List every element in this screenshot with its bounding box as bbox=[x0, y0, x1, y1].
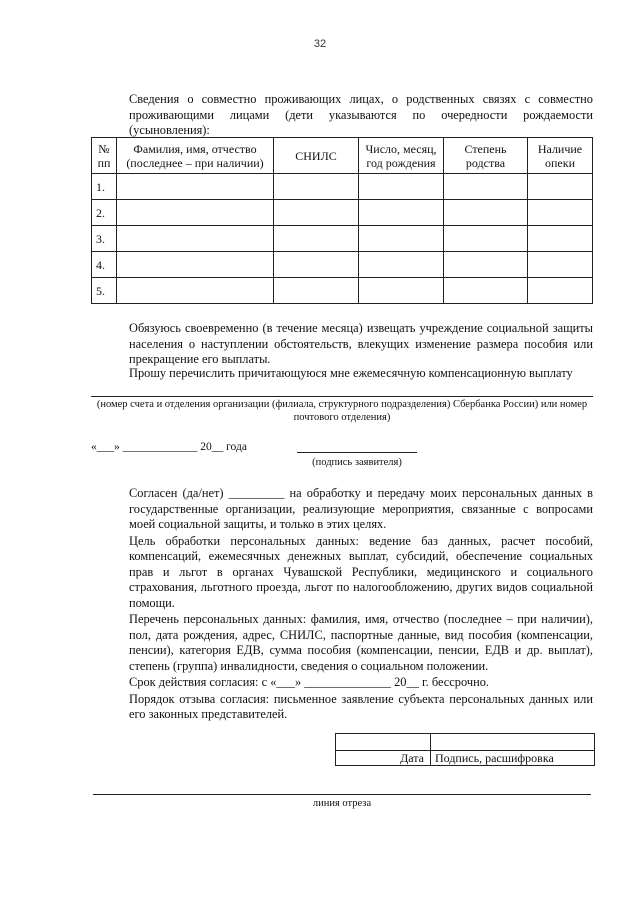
cut-line bbox=[93, 794, 591, 795]
consent-agree: Согласен (да/нет) _________ на обработку и передачу моих персональных данных в государственные организации, реализующие мероприятия, связанные с вопросами моей социальной защиты, и только в этих целях. bbox=[129, 486, 593, 531]
row-number: 5. bbox=[92, 278, 117, 304]
cell-snils[interactable] bbox=[274, 226, 359, 252]
consent-purpose: Цель обработки персональных данных: ведение баз данных, расчет пособий, компенсаций, ежемесячных денежных выплат, субсидий, обеспечение социальных прав и льгот в органах Чувашской Республики, медицинского и социального страхования, льготного проезда, льгот по налогообложению, других видов социальной помощи. bbox=[129, 533, 593, 610]
applicant-signature-hint: (подпись заявителя) bbox=[312, 457, 402, 468]
family-members-table bbox=[91, 137, 593, 304]
consent-term: Срок действия согласия: с «___» ______________ 20__ г. бессрочно. bbox=[129, 675, 490, 689]
cell-snils[interactable] bbox=[274, 200, 359, 226]
cell-full-name[interactable] bbox=[117, 226, 274, 252]
cell-relation[interactable] bbox=[444, 174, 528, 200]
row-number: 2. bbox=[92, 200, 117, 226]
cell-guardianship[interactable] bbox=[528, 200, 593, 226]
consent-revoke: Порядок отзыва согласия: письменное заявление субъекта персональных данных или его законных представителей. bbox=[129, 691, 593, 721]
cell-full-name[interactable] bbox=[117, 278, 274, 304]
header-full-name: Фамилия, имя, отчество (последнее – при наличии) bbox=[117, 138, 274, 174]
cell-guardianship[interactable] bbox=[528, 174, 593, 200]
header-snils: СНИЛС bbox=[274, 138, 359, 174]
cell-relation[interactable] bbox=[444, 200, 528, 226]
payment-request-paragraph: Прошу перечислить причитающуюся мне ежемесячную компенсационную выплату bbox=[129, 366, 573, 380]
cell-snils[interactable] bbox=[274, 174, 359, 200]
page-number: 32 bbox=[313, 38, 327, 50]
date-input-cell[interactable] bbox=[336, 734, 431, 751]
table-row bbox=[92, 278, 593, 304]
cell-full-name[interactable] bbox=[117, 200, 274, 226]
cell-birth-date[interactable] bbox=[359, 174, 444, 200]
cell-birth-date[interactable] bbox=[359, 278, 444, 304]
cell-guardianship[interactable] bbox=[528, 252, 593, 278]
table-header-row bbox=[92, 138, 593, 174]
header-number: № пп bbox=[92, 138, 117, 174]
cell-guardianship[interactable] bbox=[528, 226, 593, 252]
row-number: 4. bbox=[92, 252, 117, 278]
cell-birth-date[interactable] bbox=[359, 200, 444, 226]
table-row bbox=[92, 174, 593, 200]
applicant-signature-field[interactable] bbox=[297, 452, 417, 453]
intro-text bbox=[91, 92, 593, 139]
cell-birth-date[interactable] bbox=[359, 252, 444, 278]
table-row bbox=[92, 252, 593, 278]
cut-line-label: линия отреза bbox=[312, 798, 372, 809]
obligation-paragraph: Обязуюсь своевременно (в течение месяца) извещать учреждение социальной защиты населения о наступлении обстоятельств, влекущих изменение размера пособия или прекращение его выплаты. bbox=[129, 321, 593, 366]
consent-data-list: Перечень персональных данных: фамилия, имя, отчество (последнее – при наличии), пол, дата рождения, адрес, СНИЛС, паспортные данные, вид пособия (компенсации, пенсии), категория ЕДВ, сумма пособия (компенсации, пенсии, ЕДВ и др. выплат), степень (группа) инвалидности, сведения о социальном положении. bbox=[129, 612, 593, 673]
obligation-text bbox=[91, 321, 593, 368]
header-relation: Степень родства bbox=[444, 138, 528, 174]
table-row bbox=[92, 226, 593, 252]
cell-full-name[interactable] bbox=[117, 174, 274, 200]
signature-input-cell[interactable] bbox=[431, 734, 595, 751]
cell-relation[interactable] bbox=[444, 278, 528, 304]
consent-section bbox=[91, 486, 593, 723]
cell-snils[interactable] bbox=[274, 252, 359, 278]
cell-birth-date[interactable] bbox=[359, 226, 444, 252]
account-number-field[interactable] bbox=[91, 396, 593, 397]
date-label: Дата bbox=[336, 751, 431, 766]
row-number: 1. bbox=[92, 174, 117, 200]
account-number-hint: (номер счета и отделения организации (филиала, структурного подразделения) Сбербанка России) или номер почтового отделения) bbox=[96, 399, 588, 423]
header-guardianship: Наличие опеки bbox=[528, 138, 593, 174]
signature-label: Подпись, расшифровка bbox=[431, 751, 595, 766]
cell-relation[interactable] bbox=[444, 226, 528, 252]
table-row bbox=[92, 200, 593, 226]
header-birth-date: Число, месяц, год рождения bbox=[359, 138, 444, 174]
row-number: 3. bbox=[92, 226, 117, 252]
payment-request-text bbox=[91, 366, 593, 382]
signature-table bbox=[335, 733, 595, 766]
signature-input-row bbox=[336, 734, 595, 751]
intro-paragraph: Сведения о совместно проживающих лицах, о родственных связях с совместно проживающими лицами (дети указываются по очередности рождаемости (усыновления): bbox=[129, 92, 593, 137]
cell-full-name[interactable] bbox=[117, 252, 274, 278]
application-date-field[interactable]: «___» _____________ 20__ года bbox=[91, 441, 247, 453]
cell-relation[interactable] bbox=[444, 252, 528, 278]
signature-label-row bbox=[336, 751, 595, 766]
cell-snils[interactable] bbox=[274, 278, 359, 304]
cell-guardianship[interactable] bbox=[528, 278, 593, 304]
